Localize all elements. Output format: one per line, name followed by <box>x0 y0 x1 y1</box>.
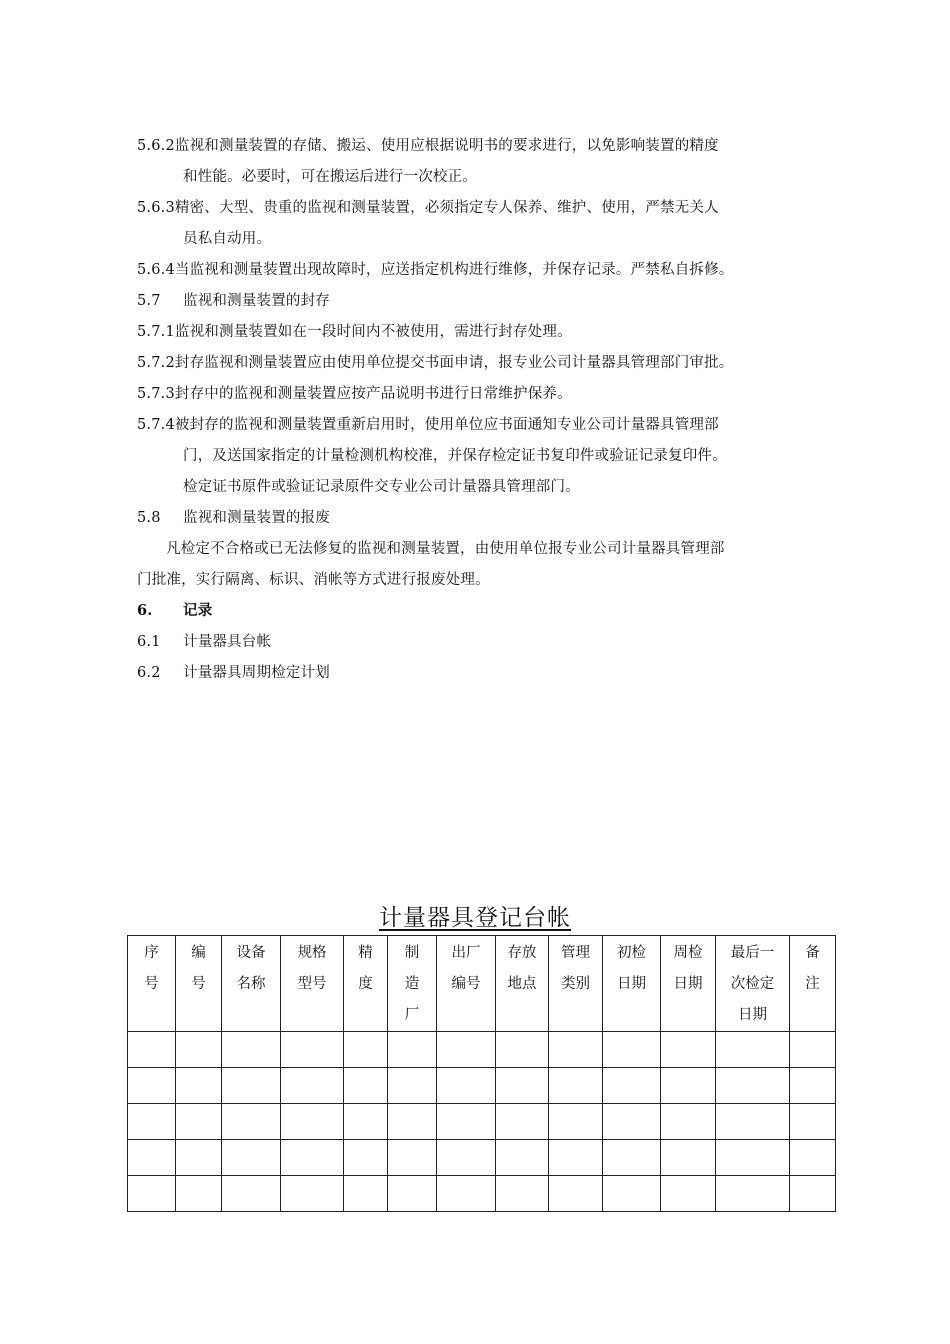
table-cell <box>281 1032 344 1068</box>
column-header-line: 造 <box>404 976 420 992</box>
table-cell <box>549 1032 603 1068</box>
table-cell <box>603 1140 661 1176</box>
clause-continuation: 门，及送国家指定的计量检测机构校准，并保存检定证书复印件或验证记录复印件。 <box>183 448 727 464</box>
clause-number: 5.7.4 <box>137 417 175 433</box>
table-cell <box>549 1176 603 1212</box>
clause-line <box>137 663 827 683</box>
table-cell <box>222 1104 281 1140</box>
column-header <box>549 936 603 1032</box>
clause-line <box>137 291 827 311</box>
column-header-line: 次检定 <box>730 976 775 992</box>
table-cell <box>496 1068 549 1104</box>
column-header-line: 号 <box>144 976 159 992</box>
clause-text: 封存中的监视和测量装置应按产品说明书进行日常维护保养。 <box>174 386 572 402</box>
table-cell <box>388 1104 437 1140</box>
table-cell <box>496 1032 549 1068</box>
table-cell <box>496 1140 549 1176</box>
clause-text: 监视和测量装置如在一段时间内不被使用，需进行封存处理。 <box>174 324 572 340</box>
column-header-line: 号 <box>191 976 206 992</box>
table-cell <box>437 1032 496 1068</box>
column-header-line: 类别 <box>561 976 590 992</box>
clause-number: 5.7.1 <box>137 324 175 340</box>
column-header <box>222 936 281 1032</box>
table-row <box>128 1104 836 1140</box>
clause-text: 精密、大型、贵重的监视和测量装置，必须指定专人保养、维护、使用，严禁无关人 <box>174 200 719 216</box>
clause-number: 5.6.3 <box>137 200 175 216</box>
column-header-line: 日期 <box>617 976 646 992</box>
clause-number: 5.7 <box>137 293 161 309</box>
clause-number: 5.7.2 <box>137 355 175 371</box>
clause-number: 5.6.2 <box>137 138 175 154</box>
clause-line <box>137 508 827 528</box>
table-cell <box>661 1068 716 1104</box>
clause-text: 计量器具台帐 <box>183 634 272 650</box>
table-cell <box>128 1140 176 1176</box>
column-header-line: 日期 <box>673 976 703 992</box>
table-cell <box>281 1176 344 1212</box>
column-header <box>281 936 344 1032</box>
table-cell <box>222 1140 281 1176</box>
table-cell <box>388 1032 437 1068</box>
column-header <box>716 936 790 1032</box>
table-cell <box>496 1104 549 1140</box>
table-cell <box>603 1104 661 1140</box>
clause-text: 当监视和测量装置出现故障时，应送指定机构进行维修，并保存记录。严禁私自拆修。 <box>174 262 734 278</box>
column-header-line: 注 <box>805 976 820 992</box>
column-header-line: 编号 <box>451 976 481 992</box>
clause-text: 被封存的监视和测量装置重新启用时，使用单位应书面通知专业公司计量器具管理部 <box>174 417 719 433</box>
column-header-line: 最后一 <box>730 945 775 961</box>
table-cell <box>388 1140 437 1176</box>
column-header-line: 出厂 <box>451 945 481 961</box>
table-cell <box>388 1176 437 1212</box>
column-header <box>176 936 222 1032</box>
clause-line <box>137 353 827 373</box>
table-cell <box>222 1032 281 1068</box>
clause-line <box>137 322 827 342</box>
table-cell <box>176 1032 222 1068</box>
table-cell <box>176 1140 222 1176</box>
column-header-line: 日期 <box>738 1007 767 1023</box>
table-row <box>128 1032 836 1068</box>
column-header-line: 地点 <box>507 976 537 992</box>
clause-number: 5.6.4 <box>137 262 175 278</box>
table-cell <box>603 1176 661 1212</box>
table-cell <box>344 1032 388 1068</box>
table-cell <box>661 1104 716 1140</box>
table-row <box>128 1140 836 1176</box>
table-cell <box>661 1032 716 1068</box>
table-cell <box>281 1104 344 1140</box>
ledger-table <box>127 935 836 1212</box>
table-cell <box>344 1140 388 1176</box>
column-header-line: 型号 <box>297 976 327 992</box>
column-header-line: 备 <box>805 945 820 961</box>
column-header-line: 编 <box>191 945 206 961</box>
clause-continuation: 检定证书原件或验证记录原件交专业公司计量器具管理部门。 <box>183 479 580 495</box>
table-cell <box>549 1068 603 1104</box>
table-row <box>128 1176 836 1212</box>
column-header-line: 管理 <box>561 945 590 961</box>
table-cell <box>716 1068 790 1104</box>
column-header <box>437 936 496 1032</box>
column-header-line: 制 <box>404 945 420 961</box>
table-cell <box>549 1140 603 1176</box>
table-cell <box>716 1140 790 1176</box>
table-cell <box>790 1140 836 1176</box>
table-body <box>128 1032 836 1212</box>
table-cell <box>437 1140 496 1176</box>
table-cell <box>128 1068 176 1104</box>
table-cell <box>790 1032 836 1068</box>
column-header-line: 设备 <box>236 945 266 961</box>
table-cell <box>603 1068 661 1104</box>
table-cell <box>128 1176 176 1212</box>
table-row <box>128 1068 836 1104</box>
column-header <box>128 936 176 1032</box>
table-cell <box>661 1140 716 1176</box>
column-header <box>388 936 437 1032</box>
table-title: 计量器具登记台帐 <box>379 905 571 931</box>
clause-line <box>137 136 827 156</box>
clause-line <box>137 260 827 280</box>
column-header-line: 名称 <box>236 976 266 992</box>
clause-text: 监视和测量装置的封存 <box>183 293 330 309</box>
table-cell <box>176 1176 222 1212</box>
column-header-line: 初检 <box>617 945 646 961</box>
table-cell <box>549 1104 603 1140</box>
table-cell <box>176 1104 222 1140</box>
table-cell <box>603 1032 661 1068</box>
column-header <box>790 936 836 1032</box>
clause-continuation: 和性能。必要时，可在搬运后进行一次校正。 <box>183 169 477 185</box>
table-cell <box>281 1140 344 1176</box>
column-header <box>496 936 549 1032</box>
clause-text: 记录 <box>183 602 213 619</box>
table-cell <box>388 1068 437 1104</box>
clause-line <box>137 601 827 621</box>
column-header-line: 精 <box>358 945 373 961</box>
table-cell <box>344 1176 388 1212</box>
clause-text: 监视和测量装置的存储、搬运、使用应根据说明书的要求进行，以免影响装置的精度 <box>174 138 719 154</box>
table-cell <box>790 1104 836 1140</box>
column-header <box>344 936 388 1032</box>
column-header-line: 序 <box>144 945 159 961</box>
table-cell <box>790 1176 836 1212</box>
table-cell <box>128 1032 176 1068</box>
table-cell <box>222 1068 281 1104</box>
table-cell <box>437 1068 496 1104</box>
clause-text: 计量器具周期检定计划 <box>183 665 330 681</box>
clause-number: 6. <box>137 602 153 619</box>
column-header <box>603 936 661 1032</box>
column-header-line: 周检 <box>673 945 703 961</box>
paragraph-line: 凡检定不合格或已无法修复的监视和测量装置，由使用单位报专业公司计量器具管理部 <box>166 541 725 557</box>
table-cell <box>281 1068 344 1104</box>
column-header-line: 厂 <box>404 1007 420 1023</box>
table-cell <box>437 1176 496 1212</box>
table-cell <box>496 1176 549 1212</box>
table-cell <box>222 1176 281 1212</box>
clause-text: 监视和测量装置的报废 <box>183 510 330 526</box>
clause-text: 封存监视和测量装置应由使用单位提交书面申请，报专业公司计量器具管理部门审批。 <box>174 355 734 371</box>
table-cell <box>176 1068 222 1104</box>
clause-line <box>137 632 827 652</box>
clause-line <box>137 198 827 218</box>
clause-number: 6.1 <box>137 634 161 650</box>
paragraph-line: 门批准，实行隔离、标识、消帐等方式进行报废处理。 <box>137 572 490 588</box>
table-cell <box>716 1032 790 1068</box>
table-cell <box>437 1104 496 1140</box>
column-header-line: 存放 <box>507 945 537 961</box>
table-header-row <box>128 936 836 1032</box>
table-cell <box>128 1104 176 1140</box>
table-cell <box>790 1068 836 1104</box>
column-header <box>661 936 716 1032</box>
clause-number: 6.2 <box>137 665 161 681</box>
table-cell <box>661 1176 716 1212</box>
clause-line <box>137 415 827 435</box>
table-cell <box>344 1068 388 1104</box>
clause-number: 5.7.3 <box>137 386 175 402</box>
column-header-line: 度 <box>358 976 373 992</box>
table-cell <box>716 1104 790 1140</box>
clause-number: 5.8 <box>137 510 161 526</box>
table-cell <box>716 1176 790 1212</box>
table-cell <box>344 1104 388 1140</box>
column-header-line: 规格 <box>297 945 327 961</box>
clause-line <box>137 384 827 404</box>
clause-continuation: 员私自动用。 <box>183 231 272 247</box>
